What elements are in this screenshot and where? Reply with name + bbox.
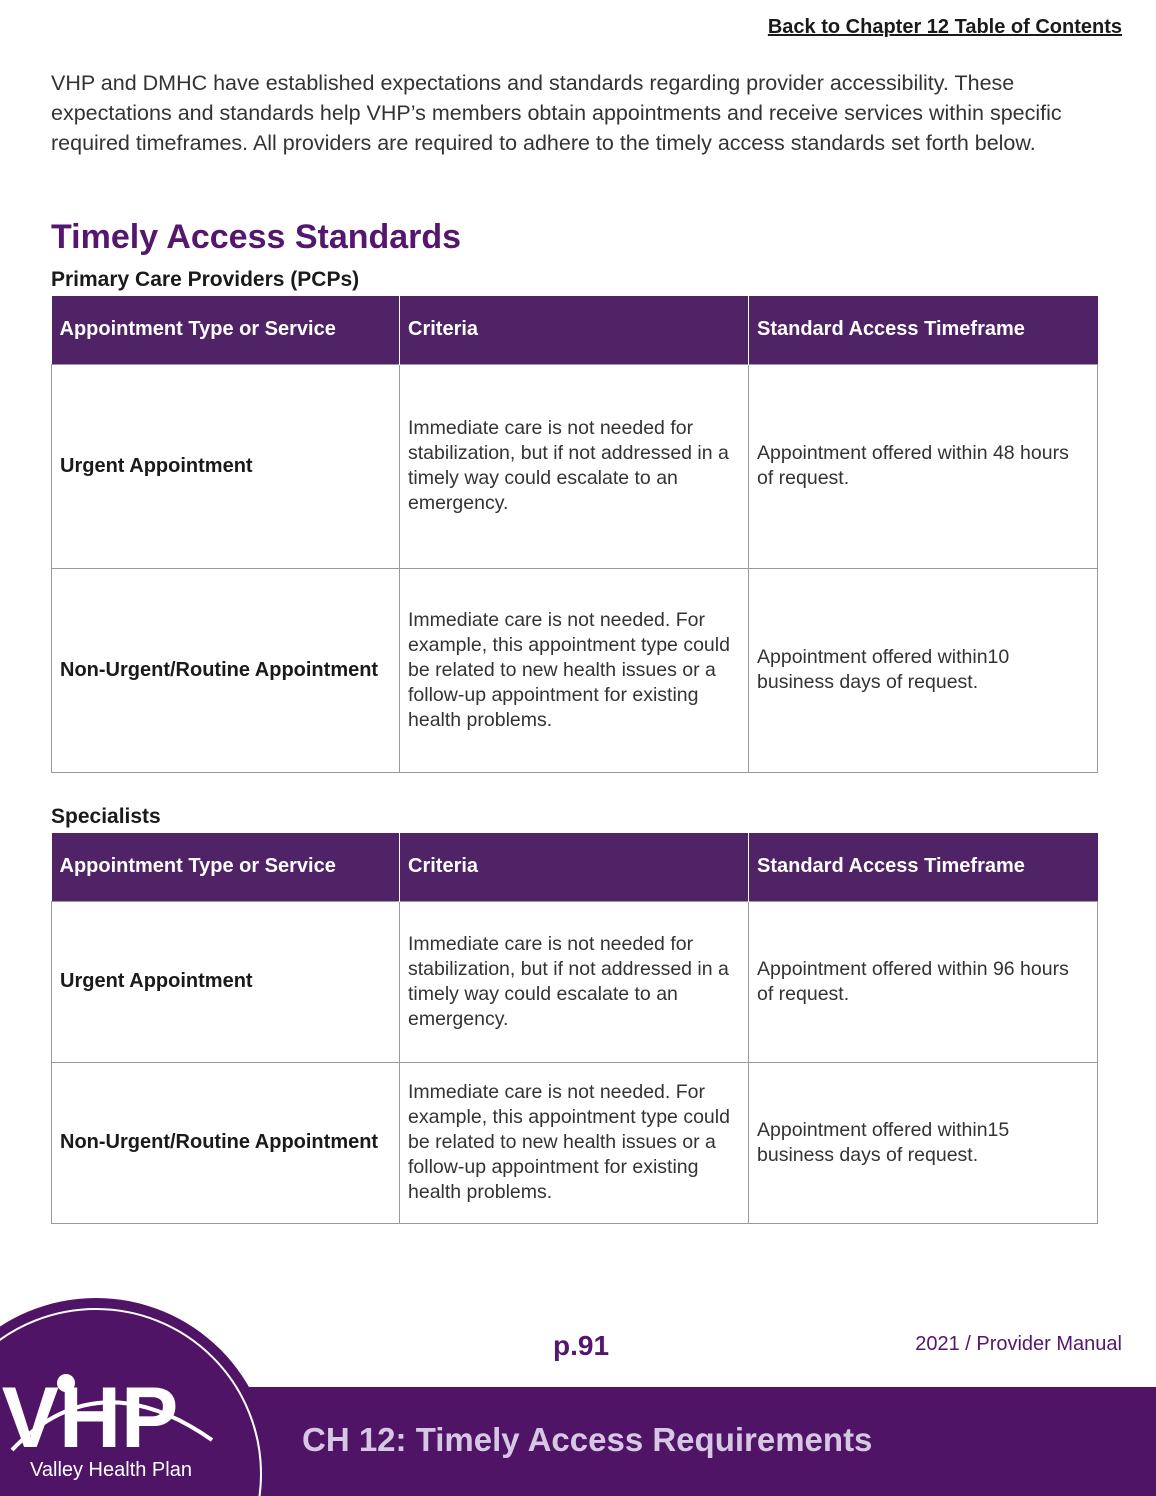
table-row [52, 1062, 1098, 1223]
specialists-heading: Specialists [51, 805, 161, 828]
column-header: Standard Access Timeframe [749, 296, 1098, 364]
timeframe-cell: Appointment offered within15 business days of request. [749, 1062, 1098, 1223]
timeframe-cell: Appointment offered within10 business days of request. [749, 568, 1098, 772]
vhp-logo-icon [0, 1298, 272, 1496]
logo-mark: VHP [1, 1370, 179, 1466]
chapter-title: CH 12: Timely Access Requirements [302, 1421, 873, 1458]
table-row [52, 568, 1098, 772]
column-header: Appointment Type or Service [52, 296, 400, 364]
criteria-cell: Immediate care is not needed. For example, this appointment type could be related to new health issues or a follow-up appointment for existing health problems. [400, 1062, 749, 1223]
criteria-cell: Immediate care is not needed. For example, this appointment type could be related to new health issues or a follow-up appointment for existing health problems. [400, 568, 749, 772]
appointment-type-cell: Non-Urgent/Routine Appointment [52, 1062, 400, 1223]
section-title: Timely Access Standards [51, 218, 462, 256]
appointment-type-cell: Urgent Appointment [52, 901, 400, 1062]
specialists-table [51, 833, 1098, 1224]
timeframe-cell: Appointment offered within 96 hours of request. [749, 901, 1098, 1062]
table-header-row [52, 296, 1098, 364]
column-header: Criteria [400, 833, 749, 901]
table-row [52, 901, 1098, 1062]
criteria-cell: Immediate care is not needed for stabilization, but if not addressed in a timely way could escalate to an emergency. [400, 901, 749, 1062]
page-number: p.91 [553, 1330, 610, 1361]
back-to-toc-link[interactable]: Back to Chapter 12 Table of Contents [767, 16, 1122, 38]
appointment-type-cell: Non-Urgent/Routine Appointment [52, 568, 400, 772]
timeframe-cell: Appointment offered within 48 hours of request. [749, 364, 1098, 568]
criteria-cell: Immediate care is not needed for stabilization, but if not addressed in a timely way could escalate to an emergency. [400, 364, 749, 568]
pcp-heading: Primary Care Providers (PCPs) [51, 268, 360, 291]
vhp-logo [0, 1298, 272, 1496]
appointment-type-cell: Urgent Appointment [52, 364, 400, 568]
table-header-row [52, 833, 1098, 901]
pcp-table [51, 296, 1098, 773]
logo-subtext: Valley Health Plan [30, 1459, 192, 1481]
table-row [52, 364, 1098, 568]
column-header: Criteria [400, 296, 749, 364]
manual-label: 2021 / Provider Manual [915, 1333, 1122, 1355]
column-header: Appointment Type or Service [52, 833, 400, 901]
intro-paragraph: VHP and DMHC have established expectations and standards regarding provider accessibility. These expectations and standards help VHP’s members obtain appointments and receive services within specific required timeframes. All providers are required to adhere to the timely access standards set forth below. [51, 71, 1062, 155]
column-header: Standard Access Timeframe [749, 833, 1098, 901]
